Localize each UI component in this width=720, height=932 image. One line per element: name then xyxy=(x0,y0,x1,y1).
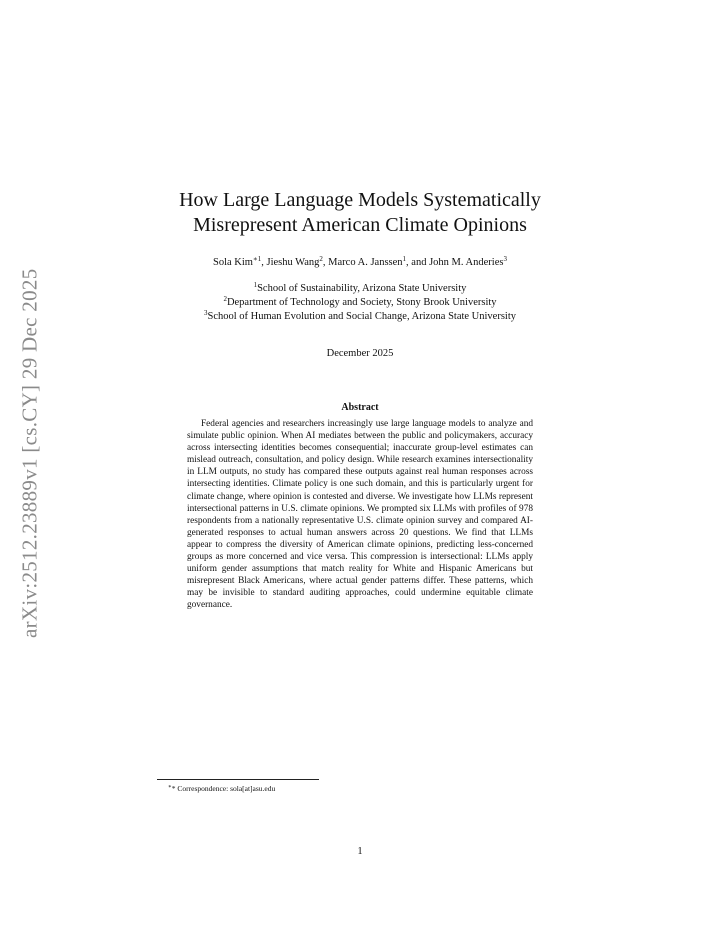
author-separator: , xyxy=(322,257,329,268)
affiliation-text: School of Human Evolution and Social Change, Arizona State University xyxy=(207,311,517,322)
arxiv-identifier: arXiv:2512.23889v1 [cs.CY] 29 Dec 2025 xyxy=(17,268,42,638)
affiliation-text: School of Sustainability, Arizona State University xyxy=(257,283,467,294)
affiliation-list xyxy=(120,282,600,324)
affiliation xyxy=(120,310,600,324)
paper-title xyxy=(140,188,580,238)
author-name: Jieshu Wang xyxy=(266,257,320,268)
affiliation-mark: 2 xyxy=(223,295,227,303)
footnote-text: * Correspondence: sola[at]asu.edu xyxy=(171,784,276,793)
paper-title-line-1: How Large Language Models Systematically xyxy=(179,189,541,211)
correspondence-footnote xyxy=(168,784,468,794)
author-affiliation-mark: 1 xyxy=(402,255,407,263)
affiliation-mark: 3 xyxy=(203,309,208,317)
paper-title-line-2: Misrepresent American Climate Opinions xyxy=(193,214,527,236)
author-name: Sola Kim xyxy=(213,257,253,268)
affiliation-text: Department of Technology and Society, Stony Brook University xyxy=(226,297,497,308)
author-separator: , xyxy=(261,257,267,268)
abstract-text: Federal agencies and researchers increasingly use large language models to analyze and simulate public opinion. When AI mediates between the public and policymakers, accuracy across intersecting identities becomes consequential; inaccurate group-level estimates can mislead outreach, consultation, and policy design. While research examines intersectionality in LLM outputs, no study has compared these outputs against real human responses across intersecting identities. Climate policy is one such domain, and this is particularly urgent for climate change, where opinion is contested and diverse. We investigate how LLMs represent intersectional patterns in U.S. climate opinions. We prompted six LLMs with profiles of 978 respondents from a nationally representative U.S. climate opinion survey and compared AI-generated responses to actual human answers across 20 questions. We find that LLMs appear to compress the diversity of American climate opinions, predicting less-concerned groups as more concerned and vice versa. This compression is intersectional: LLMs apply uniform gender assumptions that match reality for White and Hispanic Americans but misrepresent Black Americans, where actual gender patterns differ. These patterns, which may be invisible to standard auditing approaches, could undermine equitable climate governance. xyxy=(187,419,533,611)
author-name: Marco A. Janssen xyxy=(328,257,403,268)
page-number: 1 xyxy=(357,846,363,857)
author-list xyxy=(120,256,600,270)
abstract-heading: Abstract xyxy=(341,402,379,413)
author-affiliation-mark: 3 xyxy=(503,255,507,263)
affiliation xyxy=(120,296,600,310)
footnote-divider xyxy=(157,779,319,780)
author-affiliation-mark: ∗1 xyxy=(252,255,262,263)
author-affiliation-mark: 2 xyxy=(319,255,323,263)
publication-date: December 2025 xyxy=(326,348,394,359)
author-name: John M. Anderies xyxy=(429,257,504,268)
affiliation-mark: 1 xyxy=(253,281,258,289)
author-separator: , and xyxy=(406,257,430,268)
affiliation xyxy=(120,282,600,296)
footnote-mark: ∗ xyxy=(168,784,172,790)
